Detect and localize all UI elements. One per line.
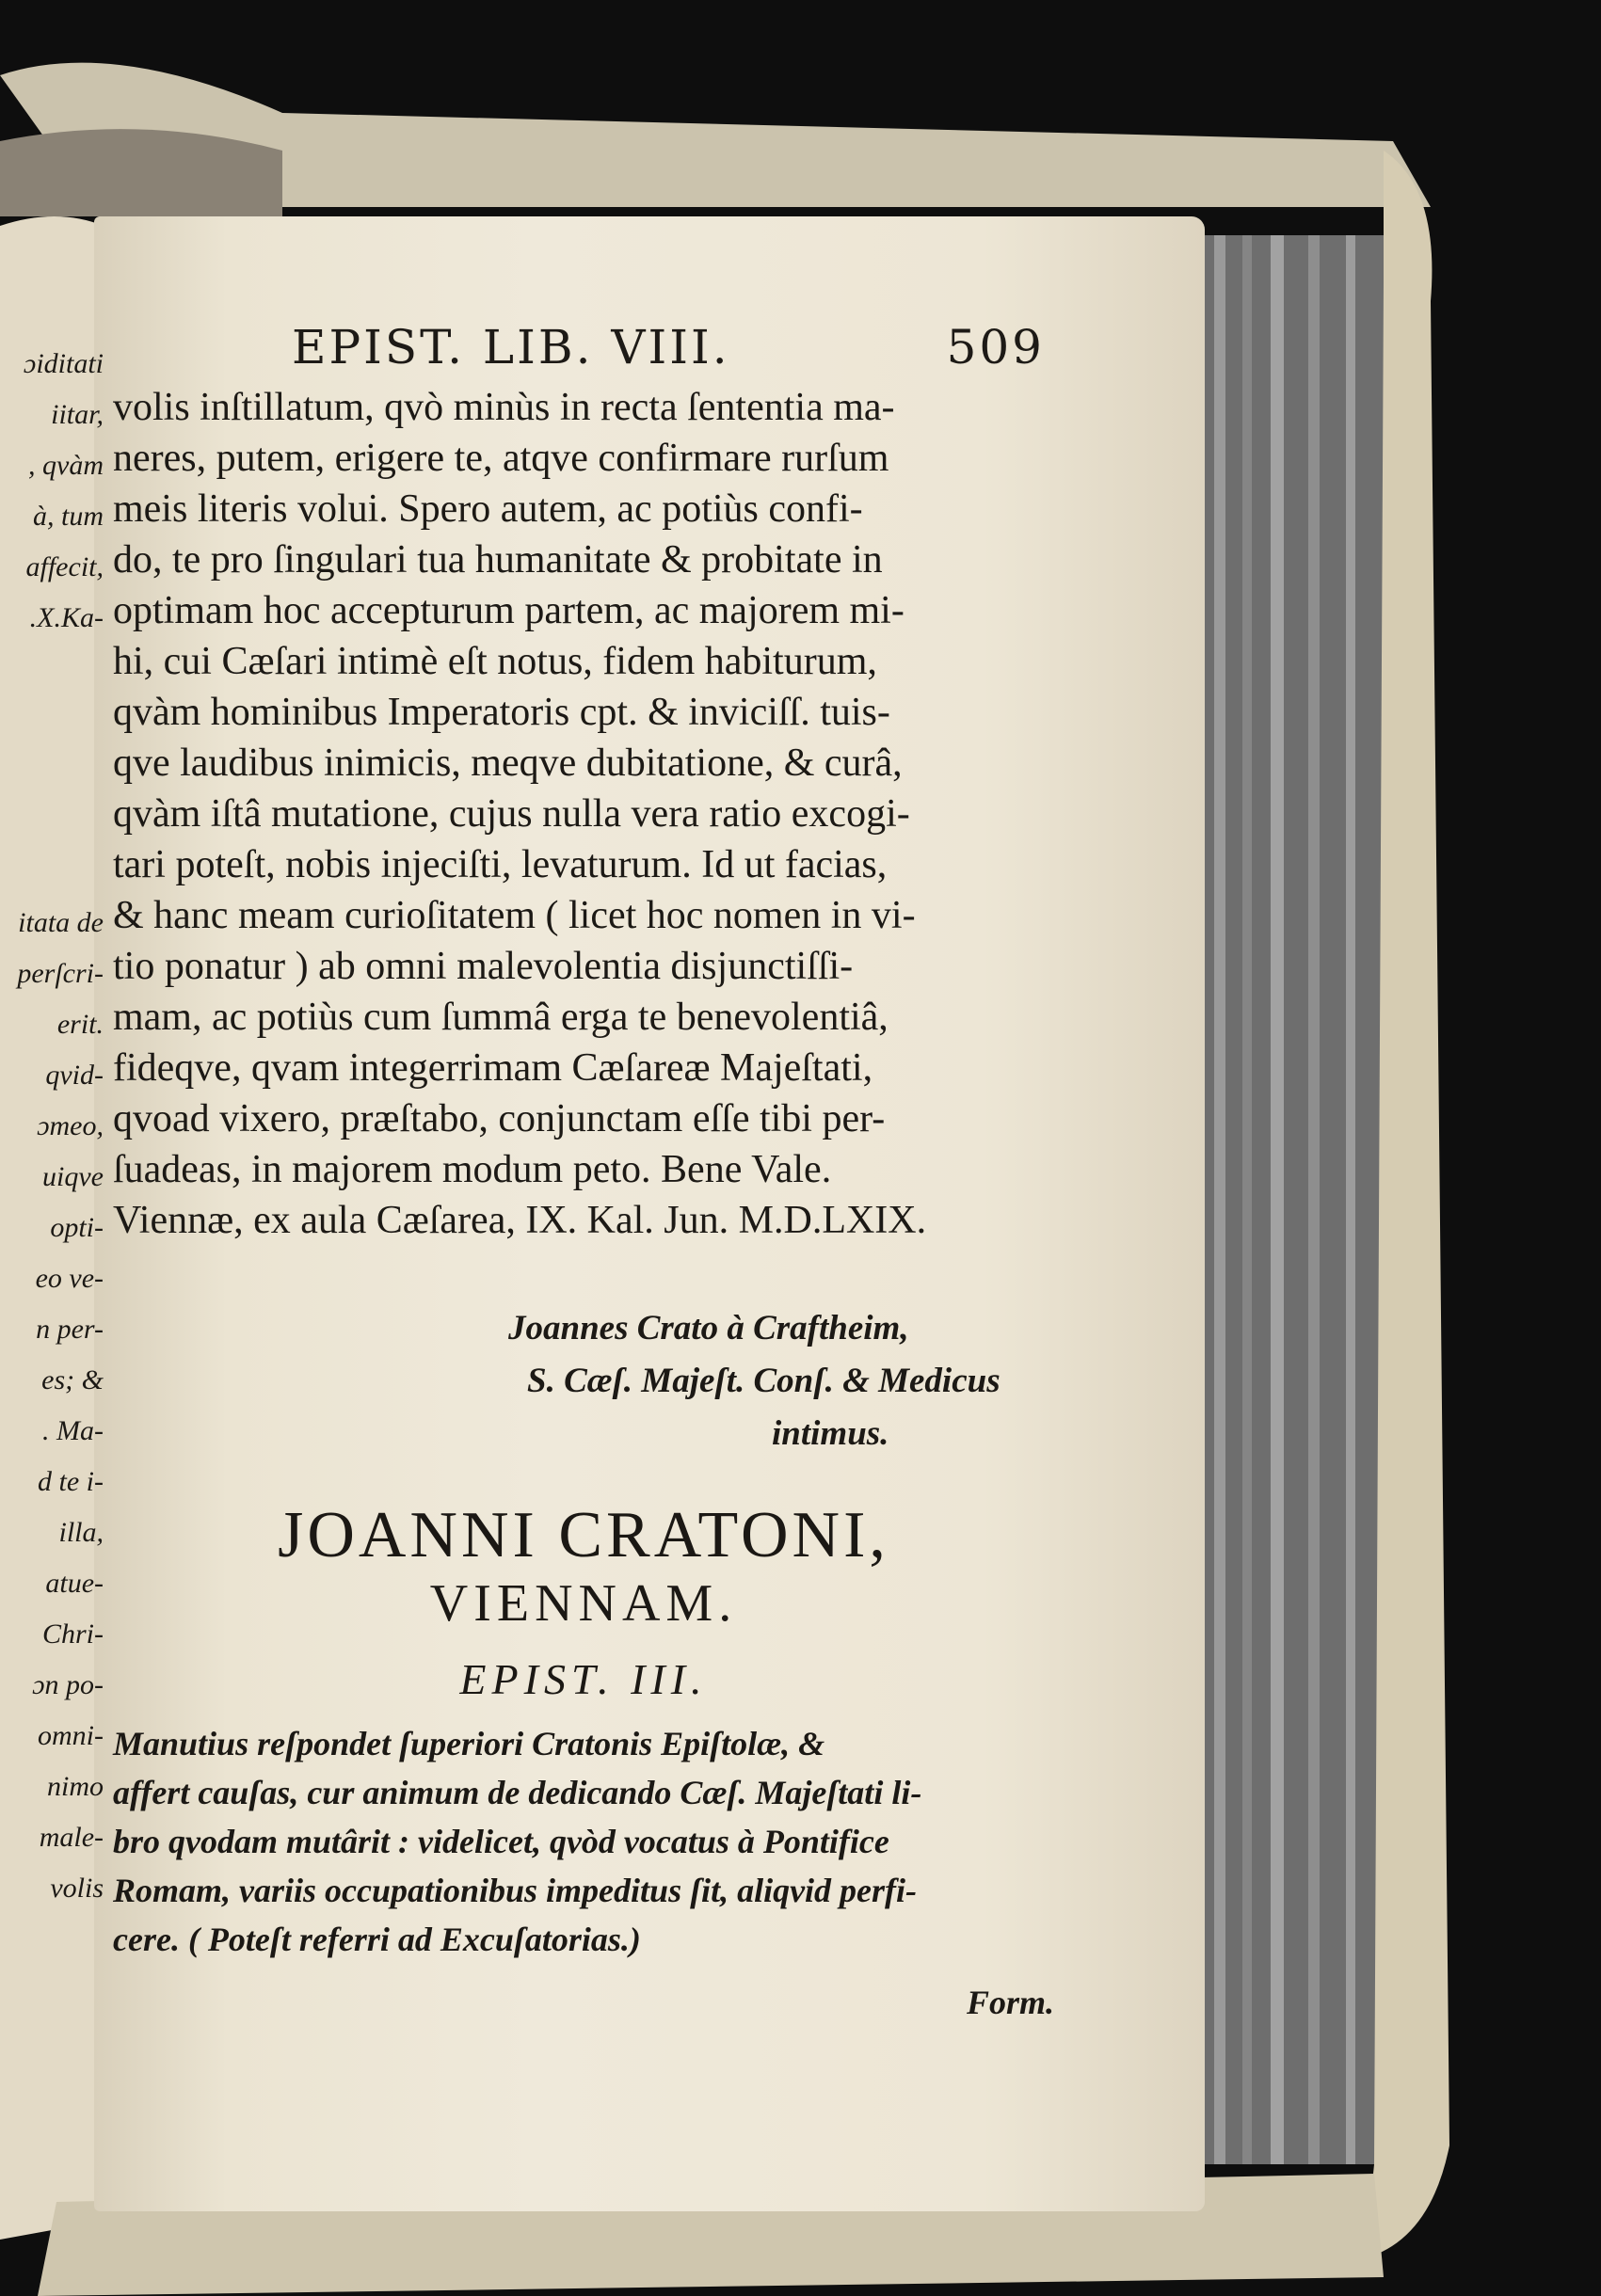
left-page-fragment: omni- bbox=[38, 1720, 104, 1751]
left-page-fragment: à, tum bbox=[33, 501, 104, 532]
signature-line: Joannes Crato à Crafthеim, bbox=[508, 1309, 909, 1347]
left-page-fragment: opti- bbox=[50, 1212, 104, 1243]
body-line: ſuadeas, in majorem modum peto. Bene Vale. bbox=[113, 1148, 832, 1191]
left-page-fragment bbox=[0, 644, 104, 694]
body-line: qve laudibus inimicis, meqve dubitatione, & curâ, bbox=[113, 741, 903, 785]
summary-line: cere. ( Poteſt referri ad Excuſatorias.) bbox=[113, 1921, 641, 1958]
left-page-fragment: n per- bbox=[36, 1314, 104, 1345]
left-page-fragment bbox=[0, 694, 104, 745]
summary-line: Manutius reſpondet ſuperiori Cratonis Epiſtolæ, & bbox=[113, 1725, 825, 1762]
left-page-fragment: Chri- bbox=[41, 1618, 104, 1650]
page-text bbox=[113, 320, 1054, 2022]
left-page-fragment: perſcri- bbox=[17, 958, 104, 989]
left-page-fragment: es; & bbox=[41, 1364, 104, 1395]
body-line: hi, cui Cæſari intimè eſt notus, fidem habiturum, bbox=[113, 640, 877, 683]
left-page-fragment: d te i- bbox=[38, 1466, 104, 1497]
left-page-fragment bbox=[0, 745, 104, 796]
left-page-fragment: .X.Ka- bbox=[29, 602, 104, 633]
left-page-fragment: nimo bbox=[47, 1771, 104, 1802]
body-line: tari poteſt, nobis injeciſti, levaturum. Id ut facias, bbox=[113, 843, 888, 886]
body-line: Viennæ, ex aula Cæſarea, IX. Kal. Jun. M.D.LXIX. bbox=[113, 1199, 927, 1242]
left-page-fragment: uiqve bbox=[42, 1161, 104, 1192]
body-line: qvàm hominibus Imperatoris cpt. & inviciſſ. tuis- bbox=[113, 691, 890, 734]
left-page-fragment: affecit, bbox=[25, 551, 104, 582]
left-page-text-fragments bbox=[0, 339, 104, 1914]
body-line: qvàm iſtâ mutatione, cujus nulla vera ratio excogi- bbox=[113, 792, 910, 836]
address-subtitle: VIENNAM. bbox=[429, 1574, 738, 1633]
body-line: mam, ac potiùs cum ſummâ erga te benevolentiâ, bbox=[113, 996, 889, 1039]
page-number: 509 bbox=[946, 320, 1045, 375]
catchword: Form. bbox=[966, 1984, 1054, 2021]
left-page-fragment: ɔmeo, bbox=[37, 1110, 104, 1141]
left-page-fragment: illa, bbox=[58, 1517, 104, 1548]
left-page-fragment: , qvàm bbox=[28, 450, 104, 481]
body-line: meis literis volui. Spero autem, ac potiùs confi- bbox=[113, 487, 863, 531]
left-page-fragment bbox=[0, 847, 104, 898]
signature-line: intimus. bbox=[772, 1414, 889, 1453]
left-page-fragment: eo ve- bbox=[35, 1263, 104, 1294]
letter-body bbox=[113, 382, 1054, 1246]
summary-line: affert cauſas, cur animum de dedicando Cæſ. Majeſtati li- bbox=[113, 1774, 922, 1811]
signature-block bbox=[113, 1302, 1054, 1460]
body-line: neres, putem, erigere te, atqve confirmare rurſum bbox=[113, 437, 889, 480]
body-line: & hanc meam curioſitatem ( licet hoc nomen in vi- bbox=[113, 894, 916, 937]
left-page-fragment: atue- bbox=[45, 1568, 104, 1599]
summary-line: bro qvodam mutârit : videlicet, qvòd vocatus à Pontifice bbox=[113, 1823, 889, 1860]
body-line: optimam hoc accepturum partem, ac majorem mi- bbox=[113, 589, 905, 632]
left-page-fragment: qvid- bbox=[45, 1060, 104, 1091]
running-header bbox=[292, 320, 1054, 375]
left-page-fragment: male- bbox=[39, 1822, 104, 1853]
body-line: fideqve, qvam integerrimam Cæſareæ Majeſtati, bbox=[113, 1046, 873, 1090]
left-page-fragment: ɔn po- bbox=[32, 1669, 104, 1700]
body-line: volis inſtillatum, qvò minùs in recta ſententia ma- bbox=[113, 386, 895, 429]
headband bbox=[0, 129, 282, 216]
left-page-fragment: volis bbox=[50, 1873, 104, 1904]
address-title: JOANNI CRATONI, bbox=[278, 1499, 889, 1571]
left-page-fragment: erit. bbox=[56, 1009, 104, 1040]
summary-line: Romam, variis occupationibus impeditus ſit, aliqvid perfi- bbox=[113, 1872, 918, 1909]
signature-line: S. Cæſ. Majeſt. Conſ. & Medicus bbox=[527, 1362, 1001, 1400]
left-page-fragment: iitar, bbox=[51, 399, 104, 430]
left-page-fragment: . Ma- bbox=[42, 1415, 104, 1446]
running-title: EPIST. LIB. VIII. bbox=[292, 320, 730, 375]
body-line: do, te pro ſingulari tua humanitate & probitate in bbox=[113, 538, 883, 582]
epistle-label: EPIST. III. bbox=[459, 1655, 708, 1703]
left-page-fragment: ɔiditati bbox=[24, 348, 104, 379]
body-line: qvoad vixero, præſtabo, conjunctam eſſe tibi per- bbox=[113, 1097, 886, 1140]
left-page-fragment bbox=[0, 796, 104, 847]
body-line: tio ponatur ) ab omni malevolentia disjunctiſſi- bbox=[113, 945, 854, 988]
epistle-summary bbox=[113, 1719, 1054, 1964]
left-page-fragment: itata de bbox=[18, 907, 104, 938]
